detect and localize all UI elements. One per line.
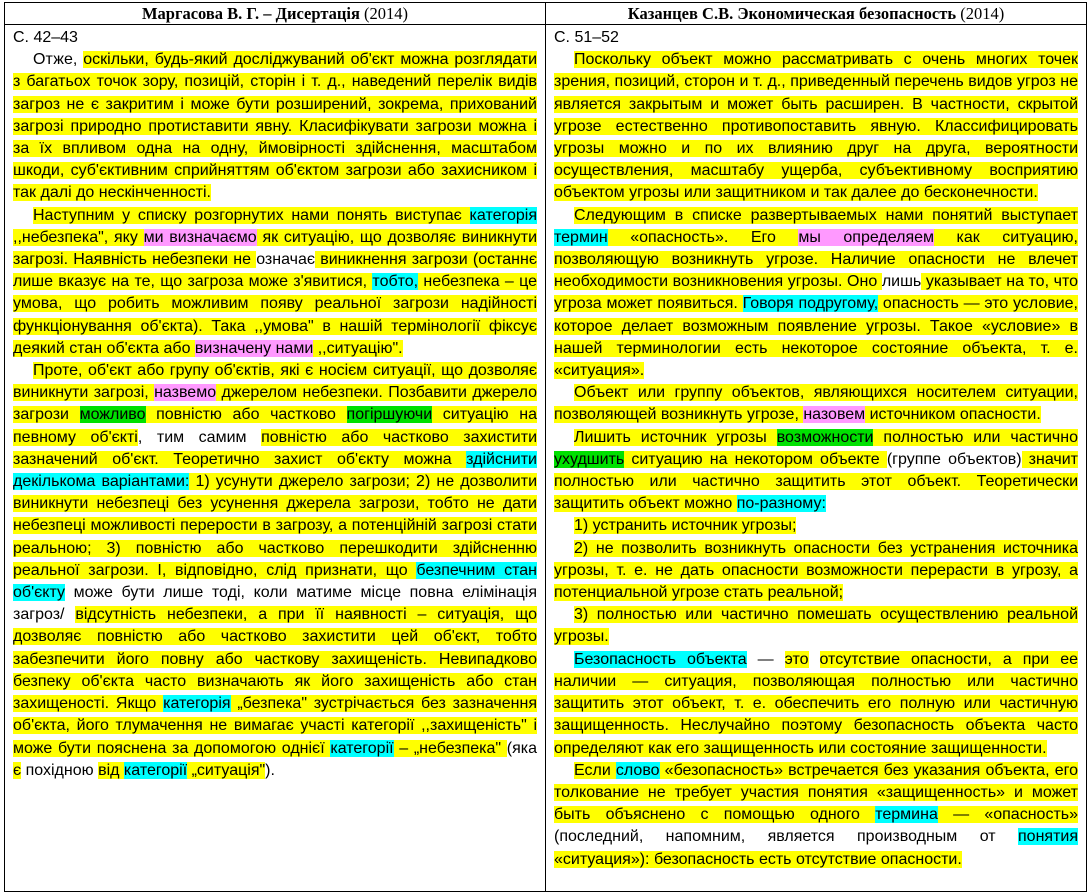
- highlight-yellow: повністю або частково захистити зазначений об'єкт. Теоретично захист об'єкту можна: [13, 428, 538, 468]
- highlight-yellow: Если: [574, 761, 616, 779]
- highlight-pink: назвемо: [154, 384, 217, 402]
- highlight-yellow: повністю або частково: [145, 406, 347, 424]
- left-paragraph: [13, 49, 537, 204]
- highlight-yellow: указывает на то, что угроза может появиться.: [554, 273, 1078, 313]
- plain-text: похідною: [21, 761, 99, 779]
- highlight-cyan: категорії: [330, 739, 394, 757]
- highlight-yellow: «ситуация»): безопасность есть отсутствие опасности.: [554, 850, 962, 868]
- highlight-cyan: термина: [875, 806, 938, 824]
- highlight-pink: мы определяем: [798, 228, 935, 246]
- highlight-cyan: категорія: [163, 695, 231, 713]
- right-paragraph: [554, 49, 1078, 204]
- highlight-yellow: є: [13, 761, 22, 779]
- plain-text: [809, 651, 820, 668]
- highlight-yellow: об'єкт можна розглядати з багатьох точок зору, позицій, сторін і т. д., наведений перелік видів загроз не є закритим і може бути розширений, зокрема, прихований загрозі природно протиставити явну. Класифікувати загрози можна і за їх впливом одна на одну, ймовірності здійснення, масштабом шкоди, суб'єктивним сприйняттям об'єктом загрози або захисником і так далі до нескінченності.: [13, 51, 538, 202]
- highlight-yellow: как ситуацию, позволяющую возникнуть угрозе. Наличие опасности не влечет необходимости возникновения угрозы. Оно: [554, 228, 1078, 291]
- highlight-yellow: як ситуацію, що дозволяє виникнути загрозі. Наявність небезпеки не: [13, 228, 538, 269]
- plain-text: (последний, напомним, является производным от: [554, 828, 1018, 846]
- plain-text: (группе объектов): [886, 450, 1022, 468]
- highlight-yellow: источником опасности.: [865, 406, 1041, 424]
- highlight-cyan: понятия: [1018, 828, 1078, 846]
- highlight-yellow: полностью или частично: [873, 428, 1078, 446]
- left-page-ref: С. 42–43: [13, 29, 78, 46]
- plain-text: ).: [265, 761, 275, 779]
- plain-text: , тим самим: [137, 428, 262, 446]
- highlight-yellow: Наступним у списку розгорнутих нами понять виступає: [33, 206, 470, 224]
- content-row: [5, 25, 1087, 892]
- right-paragraph: [554, 649, 1078, 760]
- highlight-yellow: Следующим в списке развертываемых нами понятий выступает: [574, 206, 1078, 224]
- highlight-cyan: слово: [615, 761, 660, 779]
- highlight-cyan: здійснити декількома варіантами:: [13, 450, 537, 491]
- highlight-yellow: значит полностью или частично защитить этот объект. Теоретически защитить объект можно: [554, 450, 1079, 513]
- highlight-yellow: 3) полностью или частично помешать осуществлению реальной угрозы.: [554, 606, 1078, 646]
- highlight-yellow: Лишить источник угрозы: [574, 428, 777, 446]
- plain-text: означає: [256, 251, 316, 269]
- highlight-yellow: від: [98, 761, 124, 779]
- highlight-green: ухудшить: [554, 450, 625, 468]
- left-year: (2014): [364, 4, 409, 23]
- highlight-yellow: Проте, об'єкт або групу об'єктів, які є носієм ситуації, що дозволяє виникнути загрозі,: [13, 362, 537, 402]
- highlight-cyan: Говоря подругому,: [742, 295, 879, 313]
- highlight-yellow: „безпека" зустрічається без зазначення об'єкта, його тлумачення не вимагає участі категорії ,,захищеність" і може бути пояснена за допомогою однієї: [13, 695, 537, 757]
- right-column: [546, 25, 1087, 892]
- right-paragraph: [554, 427, 1078, 516]
- highlight-yellow: виникнення загрози (останнє лише вказує на те, що загроза може з'явитися,: [13, 251, 538, 291]
- highlight-yellow: отсутствие опасности, а при ее наличии — ситуация, позволяющая полностью или частично защитить этот объект, т. е. обеспечить его полную или частичную защищенность. Неслучайно поэтому безопасность объекта часто определяют как его защищенность или состояние защищенности.: [554, 650, 1079, 757]
- highlight-yellow: 2) не позволить возникнуть опасности без устранения источника угрозы, т. е. не дать опасности возможности перерасти в угрозу, а потенциальной угрозе стать реальной;: [554, 539, 1078, 602]
- highlight-yellow: Объект или группу объектов, являющихся носителем ситуации, позволяющей возникнуть угрозе,: [554, 384, 1078, 424]
- left-paragraph: [13, 205, 537, 360]
- right-paragraph: [554, 760, 1078, 871]
- highlight-cyan: безпечним стан об'єкту: [13, 561, 537, 602]
- highlight-yellow: ,,небезпека", яку: [13, 228, 144, 246]
- right-page-ref: С. 51–52: [554, 29, 619, 46]
- right-paragraph: [554, 382, 1078, 426]
- highlight-cyan: тобто,: [372, 273, 419, 291]
- left-text-body: [13, 49, 537, 782]
- right-paragraph: [554, 205, 1078, 383]
- highlight-yellow: 1) устранить источник угрозы;: [574, 517, 797, 535]
- left-column-header: [5, 3, 546, 25]
- right-text-body: [554, 49, 1078, 871]
- highlight-yellow: — «опасность»: [937, 806, 1079, 824]
- highlight-yellow: это: [784, 650, 809, 668]
- highlight-yellow: небезпека – це умова, що робить можливим появу реальної загрози надійності функціонування об'єкта). Така ,,умова" в нашій термінології фіксує деякий стан об'єкта або: [13, 273, 537, 357]
- highlight-cyan: термин: [554, 228, 608, 246]
- plain-text: лишь: [881, 273, 922, 291]
- highlight-yellow: ситуацію на певному об'єкті: [13, 406, 537, 446]
- highlight-green: погіршуючи: [346, 406, 433, 424]
- comparison-table: [4, 2, 1087, 892]
- highlight-pink: визначену нами: [194, 339, 314, 357]
- left-column: [5, 25, 546, 892]
- highlight-yellow: джерелом небезпеки. Позбавити джерело загрози: [13, 384, 537, 424]
- highlight-cyan: по-разному:: [736, 495, 826, 513]
- highlight-yellow: ,,ситуацію".: [313, 339, 403, 357]
- plain-text: (яка: [506, 739, 537, 757]
- highlight-yellow: „ситуація": [187, 761, 266, 779]
- highlight-yellow: опасность — это условие, которое делает возможным появление угрозы. Такое «условие» в нашей терминологии есть некоторое состояние объекта, т. е. «ситуация».: [554, 295, 1078, 380]
- highlight-yellow: оскільки, будь-який досліджуваний: [83, 51, 351, 69]
- header-row: [5, 3, 1087, 25]
- highlight-green: можливо: [79, 406, 146, 424]
- right-paragraph: [554, 538, 1078, 605]
- right-paragraph: [554, 515, 1078, 537]
- right-paragraph: [554, 604, 1078, 648]
- highlight-yellow: відсутність небезпеки, а при її наявності – ситуація, що дозволяє повністю або частково захистити цей об'єкт, тобто забезпечити його повну або часткову захищеність. Невипадково безпеку об'єкта часто визначають як його захищеність або стан захищеності. Якщо: [13, 606, 537, 713]
- highlight-pink: назовем: [803, 406, 866, 424]
- plain-text: Отже,: [33, 51, 84, 69]
- highlight-green: возможности: [776, 428, 874, 446]
- left-paragraph: [13, 360, 537, 782]
- highlight-cyan: Безопасность объекта: [574, 650, 747, 668]
- highlight-yellow: «опасность». Его: [607, 228, 799, 246]
- highlight-yellow: «безопасность» встречается без указания объекта, его толкование не требует участия понятия «защищенность» и может быть объяснено с помощью одного: [554, 761, 1078, 824]
- highlight-yellow: 1) усунути джерело загрози; 2) не дозволити виникнути небезпеці без усунення джерела загрози, тобто не дати небезпеці можливості перерости в загрозу, а потенційній загрозі стати реальною; 3) повністю або частково перешкодити здійсненню реальної загрози. І, відповідно, слід признати, що: [13, 473, 538, 579]
- highlight-pink: ми визначаємо: [143, 228, 257, 246]
- highlight-cyan: категорії: [123, 761, 188, 779]
- right-year: (2014): [960, 4, 1005, 23]
- right-column-header: [546, 3, 1087, 25]
- right-author: Казанцев С.В. Экономическая безопасность: [627, 4, 957, 23]
- plain-text: може бути лише тоді, коли матиме місце повна елімінація загроз/: [13, 584, 537, 624]
- left-author: Маргасова В. Г. – Дисертація: [141, 4, 360, 23]
- highlight-yellow: ситуацию на некотором объекте: [624, 450, 887, 468]
- highlight-cyan: категорія: [469, 206, 537, 224]
- highlight-yellow: Поскольку объект можно рассматривать с очень многих точек зрения, позиций, сторон и т. д., приведенный перечень видов угроз не является закрытым и может быть расширен. В частности, скрытой угрозе естественно противопоставить явную. Классифицировать угрозы можно и по их влиянию друг на друга, вероятности осуществления, масштабу ущерба, субъективному восприятию объектом угрозы или защитником и так далее до бесконечности.: [554, 51, 1078, 202]
- plain-text: —: [746, 650, 785, 668]
- highlight-yellow: – „небезпека": [393, 739, 507, 757]
